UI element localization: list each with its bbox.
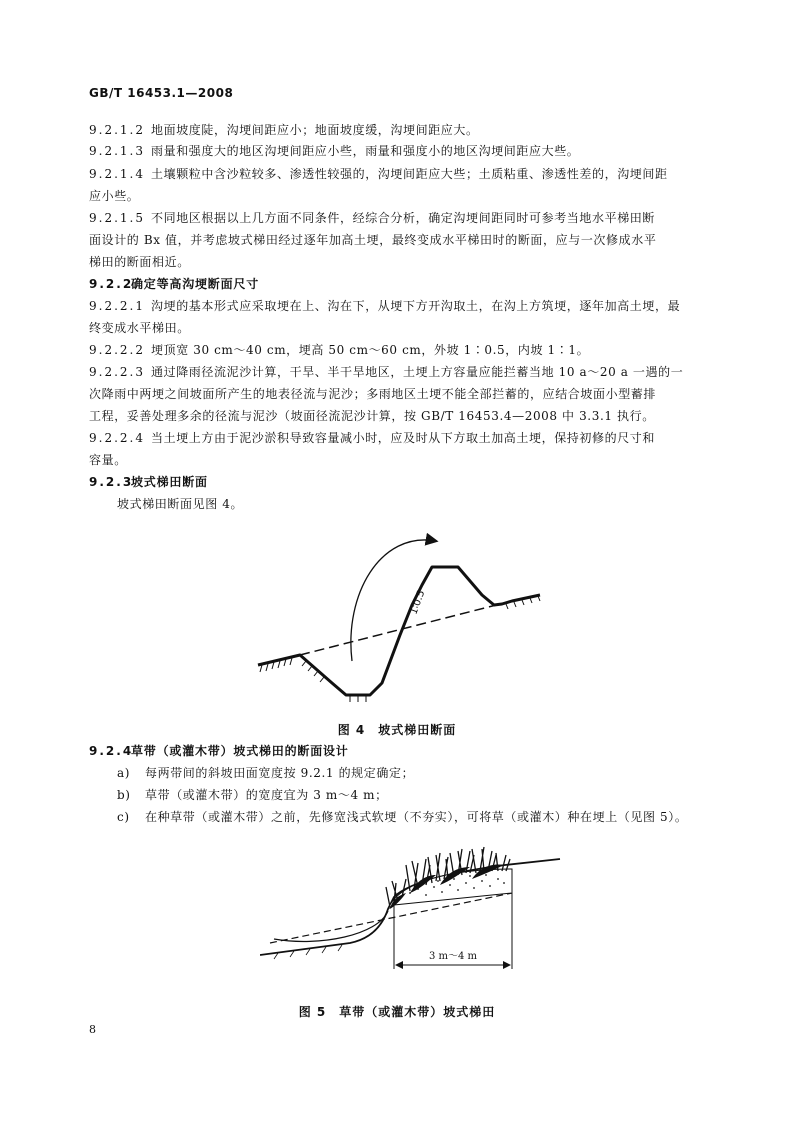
clause-text: 土壤颗粒中含沙粒较多、渗透性较强的，沟埂间距应大些；土质粘重、渗透性差的，沟埂间距 [151,167,668,181]
clause-text: 当土埂上方由于泥沙淤积导致容量减小时，应及时从下方取土加高土埂，保持初修的尺寸和 [151,431,656,445]
list-item-text: 草带（或灌木带）的宽度宜为 3 m～4 m； [145,788,388,802]
list-item-letter: b) [117,788,131,802]
section-title: 确定等高沟埂断面尺寸 [131,277,260,291]
clause-text-continuation: 应小些。 [89,189,140,203]
clause-number: 9.2.1.5 [89,211,145,225]
figure-4-terrace-section [250,525,550,710]
clause-text: 地面坡度陡，沟埂间距应小；地面坡度缓，沟埂间距应大。 [151,123,479,137]
clause-text: 通过降雨径流泥沙计算，干旱、半干旱地区，土埂上方容量应能拦蓄当地 10 a～20 a 一遇的一 [151,365,684,379]
section-title: 草带（或灌木带）坡式梯田的断面设计 [131,744,349,758]
clause-text: 不同地区根据以上几方面不同条件，经综合分析，确定沟埂间距同时可参考当地水平梯田断 [151,211,656,225]
clause-text: 雨量和强度大的地区沟埂间距应小些，雨量和强度小的地区沟埂间距应大些。 [151,144,580,158]
page-number: 8 [89,1023,96,1036]
list-item-letter: a) [117,766,131,780]
list-item-text: 每两带间的斜坡田面宽度按 9.2.1 的规定确定； [145,766,415,780]
clause-text: 沟埂的基本形式应采取埂在上、沟在下，从埂下方开沟取土，在沟上方筑埂，逐年加高土埂，最 [151,299,681,313]
clause-text-continuation: 面设计的 Bx 值，并考虑坡式梯田经过逐年加高土埂，最终变成水平梯田时的断面，应与一次修成水平 [89,233,657,247]
clause-number: 9.2.2.1 [89,299,145,313]
clause-9-2-2-3 [89,364,705,380]
list-item-c [117,809,733,825]
clause-text-continuation: 梯田的断面相近。 [89,255,190,269]
clause-number: 9.2.2.3 [89,365,145,379]
figure-4-caption: 图 4 坡式梯田断面 [337,723,457,737]
clause-9-2-1-5 [89,210,705,226]
clause-number: 9.2.1.2 [89,123,145,137]
width-dimension-label: 3 m～4 m [428,951,478,962]
clause-text-continuation: 工程，妥善处理多余的径流与泥沙（坡面径流泥沙计算，按 GB/T 16453.4—2008 中 3.3.1 执行。 [89,409,655,423]
cut-curve [274,911,388,941]
section-9-2-3-heading [89,474,705,490]
original-slope-dashed-line [270,893,512,943]
slope-ratio-label: 1∶0.5 [408,588,428,617]
section-number: 9.2.3 [89,475,134,489]
list-item-b [117,787,733,803]
clause-number: 9.2.1.3 [89,144,145,158]
clause-text-continuation: 终变成水平梯田。 [89,321,190,335]
clause-number: 9.2.1.4 [89,167,145,181]
clause-9-2-2-1 [89,298,705,314]
clause-number: 9.2.2.2 [89,343,145,357]
list-item-text: 在种草带（或灌木带）之前，先修宽浅式软埂（不夯实），可将草（或灌木）种在埂上（见图 5）。 [145,810,688,824]
figure-5-caption: 图 5 草带（或灌木带）坡式梯田 [298,1005,496,1019]
clause-9-2-1-3 [89,143,705,159]
standard-code-header: GB/T 16453.1—2008 [89,86,234,100]
section-9-2-4-heading [89,743,705,759]
list-item-letter: c) [117,810,130,824]
ground-profile [260,859,560,955]
figure-4-intro: 坡式梯田断面见图 4。 [117,497,244,511]
list-item-a [117,765,733,781]
clause-text: 埂顶宽 30 cm～40 cm，埂高 50 cm～60 cm，外坡 1∶0.5，内坡 1∶1。 [151,343,590,357]
clause-text-continuation: 次降雨中两埂之间坡面所产生的地表径流与泥沙；多雨地区土埂不能全部拦蓄的，应结合坡面小型蓄排 [89,387,657,401]
section-number: 9.2.2 [89,277,134,291]
section-number: 9.2.4 [89,744,134,758]
figure-5-grass-strip-terrace [260,835,580,985]
clause-9-2-2-2 [89,342,705,358]
soil-hatching [260,596,540,702]
ground-profile [258,567,540,695]
section-title: 坡式梯田断面 [131,475,208,489]
clause-text-continuation: 容量。 [89,453,127,467]
original-slope-dashed-line [300,601,512,655]
clause-9-2-2-4 [89,430,705,446]
section-9-2-2-heading [89,276,705,292]
clause-number: 9.2.2.4 [89,431,145,445]
clause-9-2-1-2 [89,122,705,138]
clause-9-2-1-4 [89,166,705,182]
